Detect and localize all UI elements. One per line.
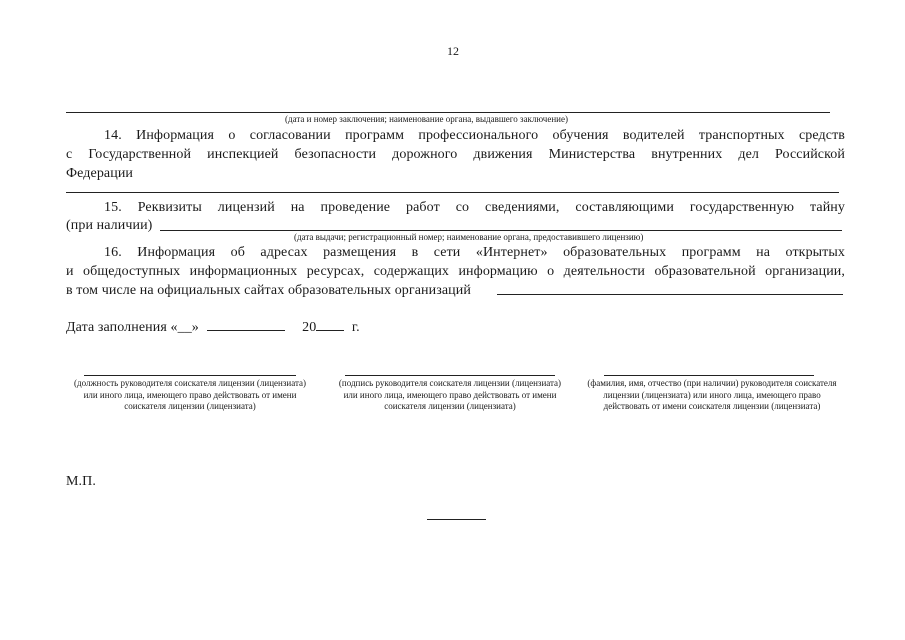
- item16-line3: в том числе на официальных сайтах образовательных организаций: [66, 283, 471, 298]
- month-blank: [207, 316, 285, 331]
- date-fill-row: [66, 316, 360, 337]
- item15-line1: 15. Реквизиты лицензий на проведение работ со сведениями, составляющими государственную тайну: [104, 200, 845, 215]
- year-blank: [316, 316, 344, 331]
- stamp-label: М.П.: [66, 474, 96, 489]
- item15-underline: [160, 230, 842, 231]
- item14-line3: Федерации: [66, 166, 134, 181]
- conclusion-caption: (дата и номер заключения; наименование органа, выдавшего заключение): [285, 114, 568, 124]
- position-caption: (должность руководителя соискателя лицензии (лицензиата) или иного лица, имеющего право действовать от имени соискателя лицензии (лицензиата): [74, 378, 307, 411]
- year-suffix: г.: [351, 320, 360, 335]
- item16-underline: [497, 294, 843, 295]
- signature-caption: (подпись руководителя соискателя лицензии (лицензиата) или иного лица, имеющего право действовать от имени соискателя лицензии (лицензиата): [338, 378, 562, 411]
- closing-rule: [427, 519, 486, 520]
- conclusion-underline-left: [66, 112, 165, 113]
- item16-line2: и общедоступных информационных ресурсах, содержащих информацию о деятельности образовательной организации,: [66, 264, 845, 279]
- name-line: [604, 375, 814, 376]
- item15-line2: (при наличии): [66, 218, 153, 233]
- position-line: [84, 375, 296, 376]
- item14-line2: с Государственной инспекцией безопасности дорожного движения Министерства внутренних дел Российской: [66, 147, 845, 162]
- item15-caption: (дата выдачи; регистрационный номер; наименование органа, предоставившего лицензию): [294, 232, 644, 242]
- page-number: 12: [447, 44, 459, 58]
- item16-line1: 16. Информация об адресах размещения в сети «Интернет» образовательных программ на открытых: [104, 245, 845, 260]
- signature-line: [345, 375, 555, 376]
- conclusion-underline: [165, 112, 830, 113]
- year-prefix: 20: [302, 320, 317, 335]
- item14-underline: [66, 192, 839, 193]
- date-fill-label: Дата заполнения «__»: [66, 320, 199, 335]
- name-caption: (фамилия, имя, отчество (при наличии) руководителя соискателя лицензии (лицензиата) или иного лица, имеющего право действовать от имени соискателя лицензии (лицензиата): [587, 378, 837, 411]
- item14-line1: 14. Информация о согласовании программ профессионального обучения водителей транспортных средств: [104, 128, 845, 143]
